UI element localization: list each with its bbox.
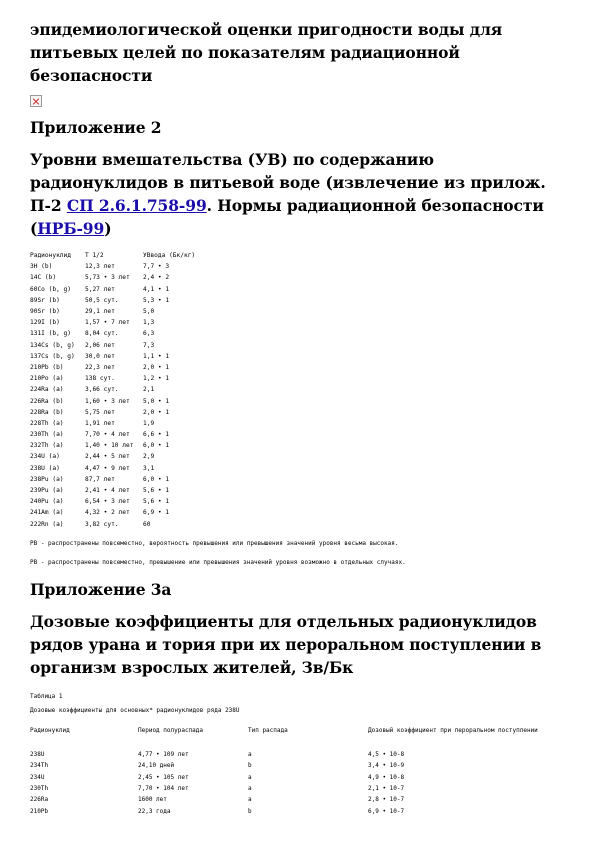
cell-intervention-level: 5,0 • 1	[143, 397, 170, 405]
cell-half-life: 6,54 • 3 лет	[85, 498, 130, 506]
table-row	[30, 328, 223, 339]
cell-intervention-level: 6,3	[143, 330, 155, 338]
cell-half-life: 2,06 лет	[85, 341, 115, 349]
appendix2-title-part1: Уровни вмешательства (УВ) по содержанию радионуклидов в питьевой воде (извлечение из прилож. П-2	[30, 150, 546, 215]
table-subcaption: Дозовые коэффициенты для основных* радионуклидов ряда 238U	[30, 706, 240, 714]
cell-half-life: 8,04 сут.	[85, 330, 119, 338]
note-1: РВ - распространены повсеместно, вероятность превышения или превышения значений уровня весьма высокая.	[30, 539, 399, 547]
appendix2-title	[30, 148, 570, 240]
table-row	[30, 507, 223, 518]
table-row	[30, 496, 223, 507]
cell-intervention-level: 2,9	[143, 453, 155, 461]
cell-half-life: 30,0 лет	[85, 352, 115, 360]
cell-half-life: 1,60 • 3 лет	[85, 397, 130, 405]
appendix3a-title: Дозовые коэффициенты для отдельных радионуклидов рядов урана и тория при их пероральном поступлении в организм взрослых жителей, Зв/Бк	[30, 611, 542, 677]
document-page	[30, 18, 570, 817]
table-row	[30, 783, 550, 794]
table-header-row	[30, 250, 223, 261]
cell-half-life: 138 сут.	[85, 375, 115, 383]
cell-dose-coefficient: 2,1 • 10-7	[368, 784, 405, 792]
cell-half-life: 1,91 лет	[85, 419, 115, 427]
cell-dose-coefficient: 4,5 • 10-8	[368, 750, 405, 758]
cell-intervention-level: 4,1 • 1	[143, 285, 170, 293]
table-row	[30, 384, 223, 395]
header-decay-type: Тип распада	[248, 726, 288, 734]
cell-half-life: 7,70 • 4 лет	[85, 431, 130, 439]
table-row	[30, 373, 223, 384]
cell-half-life: 12,3 лет	[85, 263, 115, 271]
cell-half-life: 50,5 сут.	[85, 296, 119, 304]
cell-decay-type: a	[248, 773, 252, 781]
table-row	[30, 440, 223, 451]
cell-radionuclide: 3H (b)	[30, 263, 53, 271]
cell-half-life: 3,82 сут.	[85, 520, 119, 528]
cell-radionuclide: 238U	[30, 750, 45, 758]
table-row	[30, 261, 223, 272]
cell-radionuclide: 89Sr (b)	[30, 296, 60, 304]
cell-intervention-level: 6,9 • 1	[143, 509, 170, 517]
cell-half-life: 4,77 • 109 лет	[138, 750, 189, 758]
cell-half-life: 2,41 • 4 лет	[85, 487, 130, 495]
cell-half-life: 2,44 • 5 лет	[85, 453, 130, 461]
cell-radionuclide: 134Cs (b, g)	[30, 341, 75, 349]
cell-radionuclide: 90Sr (b)	[30, 308, 60, 316]
table-row	[30, 463, 223, 474]
table-caption: Таблица 1	[30, 692, 63, 700]
cell-half-life: 2,45 • 105 лет	[138, 773, 189, 781]
header-radionuclide: Радионуклид	[30, 252, 71, 260]
cell-radionuclide: 131I (b, g)	[30, 330, 71, 338]
cell-radionuclide: 238Pu (a)	[30, 475, 64, 483]
header-radionuclide: Радионуклид	[30, 726, 70, 734]
cell-decay-type: b	[248, 807, 252, 815]
cell-intervention-level: 5,6 • 1	[143, 487, 170, 495]
cell-half-life: 5,75 лет	[85, 408, 115, 416]
cell-radionuclide: 224Ra (a)	[30, 386, 64, 394]
cell-intervention-level: 1,2 • 1	[143, 375, 170, 383]
cell-half-life: 1,57 • 7 лет	[85, 319, 130, 327]
table-row	[30, 317, 223, 328]
cell-half-life: 22,3 лет	[85, 363, 115, 371]
table-row	[30, 395, 223, 406]
cell-dose-coefficient: 4,9 • 10-8	[368, 773, 405, 781]
cell-intervention-level: 2,0 • 1	[143, 363, 170, 371]
cell-half-life: 87,7 лет	[85, 475, 115, 483]
header-half-life: Период полураспада	[138, 726, 204, 734]
cell-radionuclide: 240Pu (a)	[30, 498, 64, 506]
cell-half-life: 1600 лет	[138, 796, 167, 804]
table-row	[30, 760, 550, 771]
cell-intervention-level: 6,0 • 1	[143, 442, 170, 450]
table-row	[30, 794, 550, 805]
cell-radionuclide: 222Rn (a)	[30, 520, 64, 528]
table-row	[30, 429, 223, 440]
cell-intervention-level: 6,0 • 1	[143, 475, 170, 483]
cell-radionuclide: 228Ra (b)	[30, 408, 64, 416]
cell-radionuclide: 210Pb	[30, 807, 49, 815]
cell-intervention-level: 2,4 • 2	[143, 274, 170, 282]
cell-intervention-level: 7,7 • 3	[143, 263, 170, 271]
table-row	[30, 407, 223, 418]
cell-half-life: 29,1 лет	[85, 308, 115, 316]
cell-radionuclide: 238U (a)	[30, 464, 60, 472]
cell-intervention-level: 6,6 • 1	[143, 431, 170, 439]
table-row	[30, 272, 223, 283]
cell-radionuclide: 226Ra	[30, 796, 49, 804]
table-row	[30, 485, 223, 496]
cell-intervention-level: 7,3	[143, 341, 155, 349]
table-row	[30, 418, 223, 429]
appendix2-title-part2: . Нормы радиационной безопасности (	[30, 196, 544, 238]
table-row	[30, 306, 223, 317]
cell-intervention-level: 1,9	[143, 419, 155, 427]
cell-half-life: 7,70 • 104 лет	[138, 784, 189, 792]
cell-radionuclide: 226Ra (b)	[30, 397, 64, 405]
table-header-row	[30, 727, 550, 749]
intro-heading: эпидемиологической оценки пригодности воды для питьевых целей по показателям радиационной безопасности	[30, 20, 503, 85]
cell-half-life: 1,40 • 10 лет	[85, 442, 134, 450]
cell-decay-type: a	[248, 784, 252, 792]
cell-half-life: 3,66 сут.	[85, 386, 119, 394]
cell-half-life: 24,10 дней	[138, 762, 175, 770]
cell-dose-coefficient: 2,8 • 10-7	[368, 796, 405, 804]
cell-intervention-level: 2,1	[143, 386, 155, 394]
header-half-life: Т 1/2	[85, 252, 104, 260]
table-row	[30, 519, 223, 530]
table-row	[30, 806, 550, 817]
table-row	[30, 772, 550, 783]
cell-radionuclide: 232Th (a)	[30, 442, 64, 450]
cell-radionuclide: 60Co (b, g)	[30, 285, 71, 293]
cell-decay-type: a	[248, 796, 252, 804]
nrb-99-link[interactable]: НРБ-99	[37, 219, 105, 238]
table-row	[30, 451, 223, 462]
broken-image-icon	[30, 95, 42, 107]
dose-coefficients-table	[30, 727, 550, 817]
sp-2-6-1-link[interactable]: СП 2.6.1.758-99	[66, 196, 207, 215]
cell-radionuclide: 241Am (a)	[30, 509, 64, 517]
cell-half-life: 4,47 • 9 лет	[85, 464, 130, 472]
table-row	[30, 351, 223, 362]
table-row	[30, 340, 223, 351]
table-row	[30, 362, 223, 373]
cell-radionuclide: 230Th	[30, 784, 49, 792]
cell-decay-type: a	[248, 750, 252, 758]
table-row	[30, 749, 550, 760]
cell-decay-type: b	[248, 762, 252, 770]
cell-intervention-level: 5,0	[143, 308, 155, 316]
cell-radionuclide: 14C (b)	[30, 274, 57, 282]
cell-radionuclide: 210Pb (b)	[30, 363, 64, 371]
table-row	[30, 295, 223, 306]
cell-intervention-level: 5,3 • 1	[143, 296, 170, 304]
cell-radionuclide: 234Th	[30, 762, 49, 770]
header-dose-coefficient: Дозовый коэффициент при пероральном поступлении	[368, 726, 538, 734]
cell-half-life: 22,3 года	[138, 807, 171, 815]
cell-radionuclide: 210Po (a)	[30, 375, 64, 383]
cell-intervention-level: 60	[143, 520, 151, 528]
table-row	[30, 474, 223, 485]
intervention-levels-table	[30, 250, 223, 530]
cell-radionuclide: 228Th (a)	[30, 419, 64, 427]
note-2: РВ - распространены повсеместно, превышение или превышения значений уровня возможно в отдельных случаях.	[30, 558, 406, 566]
cell-intervention-level: 1,1 • 1	[143, 352, 170, 360]
table-row	[30, 284, 223, 295]
cell-radionuclide: 230Th (a)	[30, 431, 64, 439]
header-intervention-level: УВвода (Бк/кг)	[143, 252, 196, 260]
cell-dose-coefficient: 3,4 • 10-9	[368, 762, 405, 770]
appendix2-label: Приложение 2	[30, 118, 162, 137]
cell-dose-coefficient: 6,9 • 10-7	[368, 807, 405, 815]
appendix3a-label: Приложение 3а	[30, 579, 172, 599]
cell-half-life: 4,32 • 2 лет	[85, 509, 130, 517]
cell-half-life: 5,73 • 3 лет	[85, 274, 130, 282]
cell-intervention-level: 3,1	[143, 464, 155, 472]
cell-intervention-level: 5,6 • 1	[143, 498, 170, 506]
cell-intervention-level: 1,3	[143, 319, 155, 327]
cell-radionuclide: 137Cs (b, g)	[30, 352, 75, 360]
cell-half-life: 5,27 лет	[85, 285, 115, 293]
cell-intervention-level: 2,0 • 1	[143, 408, 170, 416]
cell-radionuclide: 234U	[30, 773, 45, 781]
appendix2-title-part3: )	[104, 219, 112, 238]
cell-radionuclide: 239Pu (a)	[30, 487, 64, 495]
cell-radionuclide: 129I (b)	[30, 319, 60, 327]
cell-radionuclide: 234U (a)	[30, 453, 60, 461]
